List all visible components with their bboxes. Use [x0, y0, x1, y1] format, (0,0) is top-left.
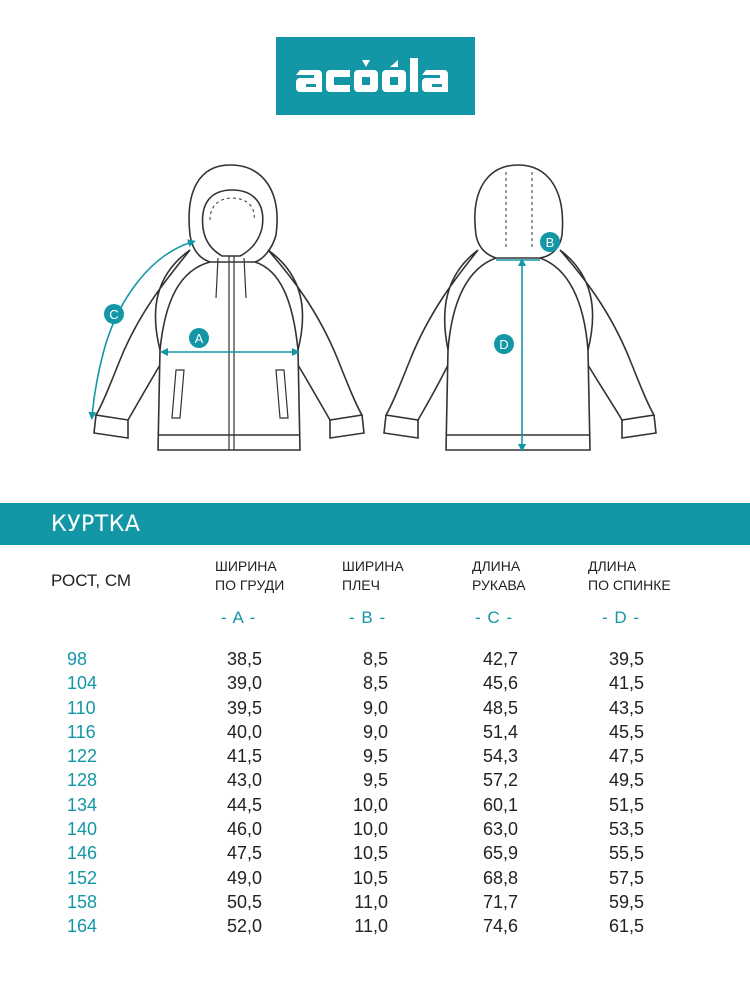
sleeve-cell: 48,5 [482, 697, 518, 718]
column-header-line: ПЛЕЧ [342, 577, 380, 593]
height-cell: 152 [67, 867, 98, 888]
chest-cell: 41,5 [226, 746, 262, 767]
shoulder-cell: 8,5 [362, 673, 388, 694]
column-header-line: РУКАВА [472, 577, 526, 593]
back-cell: 49,5 [608, 770, 644, 791]
back-cell: 61,5 [608, 916, 644, 937]
shoulder-cell: 10,5 [352, 843, 388, 864]
column-header-chest [215, 557, 284, 595]
table-row [0, 841, 750, 865]
shoulder-cell: 10,0 [352, 794, 388, 815]
label-a [189, 328, 209, 348]
label-c [104, 304, 124, 324]
acoola-logo-icon [296, 56, 456, 96]
sleeve-cell: 42,7 [482, 649, 518, 669]
back-cell: 41,5 [608, 673, 644, 694]
back-cell: 45,5 [608, 721, 644, 742]
brand-logo [276, 37, 475, 115]
svg-text:B: B [545, 235, 555, 250]
column-header-line: ПО СПИНКЕ [588, 577, 671, 593]
shoulder-cell: 9,5 [362, 746, 388, 767]
shoulder-cell: 9,0 [362, 721, 388, 742]
jacket-back-drawing [384, 165, 656, 450]
label-b [540, 232, 560, 252]
svg-text:D: D [499, 337, 509, 352]
svg-text:C: C [109, 307, 119, 322]
height-cell: 110 [67, 697, 96, 718]
column-header-shoulder [342, 557, 404, 595]
section-title: КУРТКА [51, 512, 141, 537]
back-cell: 51,5 [608, 794, 644, 815]
size-table [0, 647, 750, 939]
chest-cell: 46,0 [226, 819, 262, 840]
column-letter-b: - B - [349, 608, 387, 627]
svg-text:A: A [194, 331, 204, 346]
chest-cell: 40,0 [226, 721, 262, 742]
table-row [0, 696, 750, 720]
column-letter-d: - D - [602, 608, 641, 627]
table-row [0, 890, 750, 914]
column-header-line: ПО ГРУДИ [215, 577, 285, 593]
chest-cell: 52,0 [226, 916, 262, 937]
shoulder-cell: 8,5 [362, 649, 388, 669]
shoulder-cell: 10,0 [352, 819, 388, 840]
sleeve-cell: 54,3 [482, 746, 518, 767]
height-cell: 164 [67, 916, 98, 937]
chest-cell: 47,5 [226, 843, 262, 864]
chest-cell: 39,5 [226, 697, 262, 718]
back-cell: 43,5 [608, 697, 644, 718]
shoulder-cell: 11,0 [354, 916, 388, 937]
table-row [0, 671, 750, 695]
column-header-back [588, 557, 671, 595]
chest-cell: 50,5 [226, 891, 262, 912]
height-cell: 146 [67, 843, 98, 864]
table-row [0, 744, 750, 768]
sleeve-cell: 45,6 [482, 673, 518, 694]
height-header: РОСТ, СМ [51, 571, 132, 590]
shoulder-cell: 9,0 [362, 697, 388, 718]
table-row [0, 793, 750, 817]
column-header-line: ШИРИНА [342, 558, 404, 574]
sleeve-cell: 60,1 [482, 794, 518, 815]
height-cell: 98 [67, 649, 88, 669]
column-letter-a: - A - [221, 608, 257, 627]
sleeve-cell: 51,4 [482, 721, 518, 742]
column-header-line: ШИРИНА [215, 558, 277, 574]
jacket-drawings [0, 150, 750, 480]
shoulder-cell: 10,5 [352, 867, 388, 888]
back-cell: 53,5 [608, 819, 644, 840]
height-cell: 104 [67, 673, 98, 694]
column-header-line: ДЛИНА [472, 558, 521, 574]
table-row [0, 768, 750, 792]
column-header-sleeve [472, 557, 526, 595]
height-cell: 116 [67, 721, 96, 742]
height-cell: 140 [67, 819, 98, 840]
shoulder-cell: 9,5 [362, 770, 388, 791]
chest-cell: 39,0 [226, 673, 262, 694]
column-header-line: ДЛИНА [588, 558, 637, 574]
sleeve-cell: 68,8 [482, 867, 518, 888]
sleeve-cell: 71,7 [482, 891, 518, 912]
chest-cell: 43,0 [226, 770, 262, 791]
height-cell: 122 [67, 746, 98, 767]
back-cell: 57,5 [608, 867, 644, 888]
height-cell: 128 [67, 770, 98, 791]
chest-cell: 38,5 [226, 649, 262, 669]
sleeve-cell: 65,9 [482, 843, 518, 864]
table-row [0, 647, 750, 671]
table-row [0, 817, 750, 841]
table-row [0, 720, 750, 744]
table-row [0, 866, 750, 890]
label-d [494, 334, 514, 354]
chest-cell: 49,0 [226, 867, 262, 888]
jacket-front-drawing [94, 165, 364, 450]
chest-cell: 44,5 [226, 794, 262, 815]
height-cell: 158 [67, 891, 98, 912]
back-cell: 55,5 [608, 843, 644, 864]
sleeve-cell: 57,2 [482, 770, 518, 791]
section-banner [0, 503, 750, 545]
back-cell: 47,5 [608, 746, 644, 767]
height-cell: 134 [67, 794, 98, 815]
shoulder-cell: 11,0 [354, 891, 388, 912]
column-letter-c: - C - [475, 608, 514, 627]
table-row [0, 914, 750, 938]
back-cell: 59,5 [608, 891, 644, 912]
sleeve-cell: 63,0 [482, 819, 518, 840]
back-cell: 39,5 [608, 649, 644, 669]
sleeve-cell: 74,6 [482, 916, 518, 937]
